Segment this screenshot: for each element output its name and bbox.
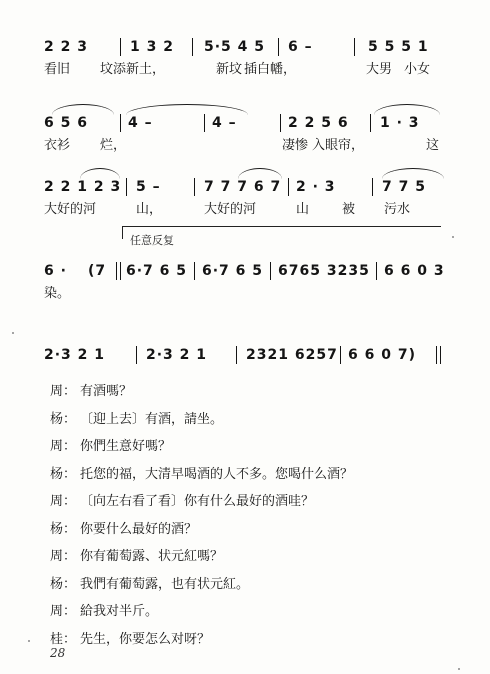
measure: 6 · xyxy=(44,263,67,279)
bar-line xyxy=(354,38,355,56)
speaker: 周： xyxy=(50,494,77,509)
lyric: 污水 xyxy=(384,202,411,217)
bar-line xyxy=(120,114,121,132)
bar-line xyxy=(194,262,195,280)
speech: 有酒嗎？ xyxy=(80,384,133,399)
dialogue-line xyxy=(50,437,470,465)
lyrics-row-2 xyxy=(44,136,444,156)
lyrics-row-4 xyxy=(44,284,444,304)
measure: 2 · 3 xyxy=(296,179,336,195)
bar-line xyxy=(192,38,193,56)
dialogue-line xyxy=(50,465,470,493)
measure: 6 6 0 7) xyxy=(348,347,416,363)
speaker: 周： xyxy=(50,549,77,564)
page-number: 28 xyxy=(50,646,66,660)
lyric: 染。 xyxy=(44,286,71,301)
speech: 〔迎上去〕有酒，請坐。 xyxy=(80,411,224,427)
speech: 你們生意好嗎？ xyxy=(80,439,172,454)
speaker: 杨： xyxy=(50,466,77,482)
bar-line xyxy=(236,346,237,364)
speaker: 杨： xyxy=(50,521,77,537)
bar-line xyxy=(120,38,121,56)
measure: 6 6 0 3 xyxy=(384,263,445,279)
measure: 2321 6257 xyxy=(246,347,338,363)
speaker: 周： xyxy=(50,439,77,454)
bar-line xyxy=(288,178,289,196)
lyric: 看旧 xyxy=(44,62,71,77)
measure: 2 2 1 2 3 xyxy=(44,179,122,195)
bar-line xyxy=(376,262,377,280)
scan-speck xyxy=(28,640,30,642)
score-row-3 xyxy=(44,176,444,224)
measure: 1 · 3 xyxy=(380,115,420,131)
lyric: 坟添新土， xyxy=(100,62,166,77)
bar-line xyxy=(120,262,121,280)
speech: 先生，你要怎么对呀？ xyxy=(80,631,211,647)
dialogue-line xyxy=(50,492,470,520)
speaker: 杨： xyxy=(50,411,77,427)
measure: 7 7 7 6 7 xyxy=(204,179,282,195)
speech: 給我对半斤。 xyxy=(80,604,159,619)
lyric: 这 xyxy=(426,138,440,153)
speaker: 周： xyxy=(50,604,77,619)
measure: 5·5 4 5 xyxy=(204,39,266,55)
dialogue-line xyxy=(50,602,470,630)
bar-line xyxy=(440,346,441,364)
bar-line xyxy=(372,178,373,196)
speaker: 桂： xyxy=(50,631,77,647)
measure: 5 5 5 1 xyxy=(368,39,429,55)
bar-line xyxy=(116,262,117,280)
score-row-4 xyxy=(44,260,444,308)
measure: (7 xyxy=(88,263,107,279)
lyric: 大好的河 xyxy=(204,202,257,217)
score-row-2 xyxy=(44,112,444,160)
lyrics-row-3 xyxy=(44,200,444,220)
measure: 2 2 3 xyxy=(44,39,88,55)
measure: 4 – xyxy=(128,115,153,131)
dialogue-line xyxy=(50,382,470,410)
measure: 6 5 6 xyxy=(44,115,88,131)
speech: 我們有葡萄露，也有状元紅。 xyxy=(80,576,250,592)
bar-line xyxy=(278,38,279,56)
speech: 你要什么最好的酒？ xyxy=(80,521,198,537)
measure: 6·7 6 5 xyxy=(126,263,188,279)
score-row-1 xyxy=(44,36,444,84)
measure: 7 7 5 xyxy=(382,179,426,195)
measure: 6·7 6 5 xyxy=(202,263,264,279)
lyric: 山 xyxy=(296,202,310,217)
dialogue-line xyxy=(50,575,470,603)
scan-speck xyxy=(458,668,460,670)
lyric: 衣衫 xyxy=(44,138,71,153)
lyric: 大男 xyxy=(366,62,393,77)
bar-line xyxy=(126,178,127,196)
lyric: 插白幡， xyxy=(244,62,297,77)
lyric: 小女 xyxy=(404,62,431,77)
bar-line xyxy=(340,346,341,364)
bar-line xyxy=(136,346,137,364)
lyric: 大好的河 xyxy=(44,202,97,217)
measure: 6 – xyxy=(288,39,313,55)
lyric: 入眼帘， xyxy=(312,138,365,153)
bar-line xyxy=(194,178,195,196)
scan-speck xyxy=(452,236,454,238)
dialogue-line xyxy=(50,547,470,575)
repeat-label: 任意反复 xyxy=(130,234,174,247)
speaker: 周： xyxy=(50,384,77,399)
lyric: 山， xyxy=(136,202,163,217)
speech: 〔向左右看了看〕你有什么最好的酒哇？ xyxy=(80,494,315,509)
measure: 2·3 2 1 xyxy=(146,347,208,363)
measure: 5 – xyxy=(136,179,161,195)
lyric: 新坟 xyxy=(216,62,243,77)
speech: 托您的福，大清早喝酒的人不多。您喝什么酒？ xyxy=(80,466,354,482)
measure: 2 2 5 6 xyxy=(288,115,349,131)
lyric: 被 xyxy=(342,202,356,217)
bar-line xyxy=(370,114,371,132)
dialogue-line xyxy=(50,630,470,658)
speech: 你有葡萄露、状元紅嗎？ xyxy=(80,549,224,564)
dialogue xyxy=(50,382,470,657)
lyric: 烂， xyxy=(100,138,127,153)
measure: 1 3 2 xyxy=(130,39,174,55)
bar-line xyxy=(280,114,281,132)
measure: 6765 3235 xyxy=(278,263,370,279)
lyrics-row-1 xyxy=(44,60,444,80)
dialogue-line xyxy=(50,520,470,548)
dialogue-line xyxy=(50,410,470,438)
measure: 2·3 2 1 xyxy=(44,347,106,363)
scan-speck xyxy=(12,332,14,334)
measure: 4 – xyxy=(212,115,237,131)
speaker: 杨： xyxy=(50,576,77,592)
bar-line xyxy=(204,114,205,132)
bar-line xyxy=(436,346,437,364)
bar-line xyxy=(270,262,271,280)
lyric: 凄惨 xyxy=(282,138,309,153)
